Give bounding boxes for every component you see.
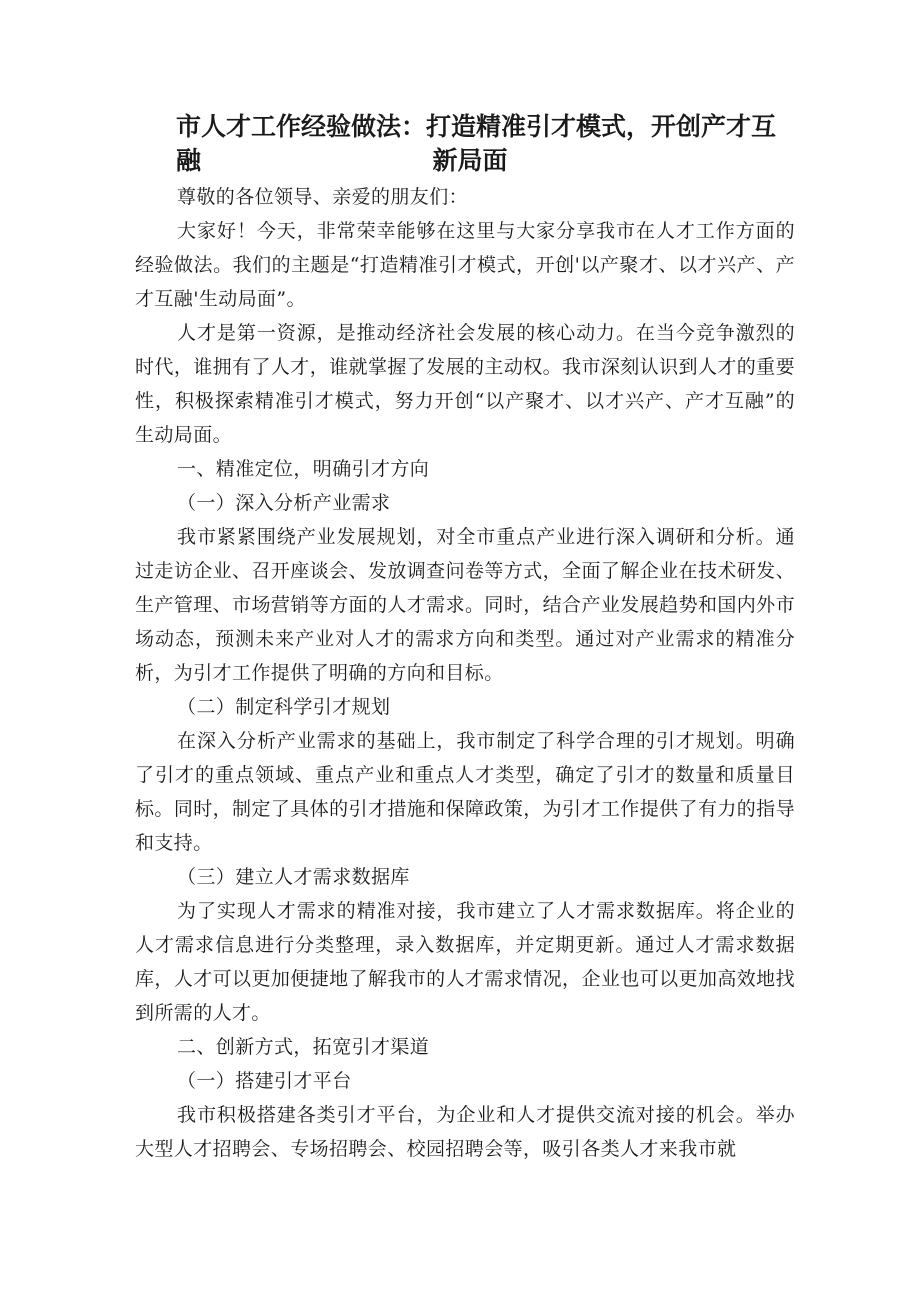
subsection-heading-1-3: （三）建立人才需求数据库 (177, 866, 410, 888)
paragraph-industry-analysis: 我市紧紧围绕产业发展规划，对全市重点产业进行深入调研和分析。通过走访企业、召开座谈会、发放调查问卷等方式，全面了解企业在技术研发、生产管理、市场营销等方面的人才需求。同时，结合产业发展趋势和国内外市场动态，预测未来产业对人才的需求方向和类型。通过对产业需求的精准分析，为引才工作提供了明确的方向和目标。 (135, 526, 795, 684)
salutation: 尊敬的各位领导、亲爱的朋友们： (177, 186, 469, 208)
paragraph-talent-importance: 人才是第一资源，是推动经济社会发展的核心动力。在当今竞争激烈的时代，谁拥有了人才，谁就掌握了发展的主动权。我市深刻认识到人才的重要性，积极探索精准引才模式，努力开创“以产聚才、以才兴产、产才互融”的生动局面。 (135, 322, 795, 446)
paragraph-recruitment-platform: 我市积极搭建各类引才平台，为企业和人才提供交流对接的机会。举办大型人才招聘会、专场招聘会、校园招聘会等，吸引各类人才来我市就 (135, 1104, 795, 1160)
subsection-heading-2-1: （一）搭建引才平台 (177, 1070, 352, 1092)
paragraph-recruitment-plan: 在深入分析产业需求的基础上，我市制定了科学合理的引才规划。明确了引才的重点领域、重点产业和重点人才类型，确定了引才的数量和质量目标。同时，制定了具体的引才措施和保障政策，为引才工作提供了有力的指导和支持。 (135, 730, 795, 854)
paragraph-talent-database: 为了实现人才需求的精准对接，我市建立了人才需求数据库。将企业的人才需求信息进行分类整理，录入数据库，并定期更新。通过人才需求数据库，人才可以更加便捷地了解我市的人才需求情况，企业也可以更加高效地找到所需的人才。 (135, 900, 795, 1024)
section-heading-2: 二、创新方式，拓宽引才渠道 (177, 1036, 430, 1058)
subsection-heading-1-2: （二）制定科学引才规划 (177, 696, 391, 718)
subsection-heading-1-1: （一）深入分析产业需求 (177, 492, 391, 514)
section-heading-1: 一、精准定位，明确引才方向 (177, 458, 430, 480)
document-title-line1: 市人才工作经验做法：打造精准引才模式，开创产才互融 (176, 112, 777, 175)
paragraph-intro: 大家好！今天，非常荣幸能够在这里与大家分享我市在人才工作方面的经验做法。我们的主题是“打造精准引才模式，开创'以产聚才、以才兴产、产才互融'生动局面”。 (135, 220, 795, 310)
document-title-line2: 新局面 (432, 146, 508, 175)
